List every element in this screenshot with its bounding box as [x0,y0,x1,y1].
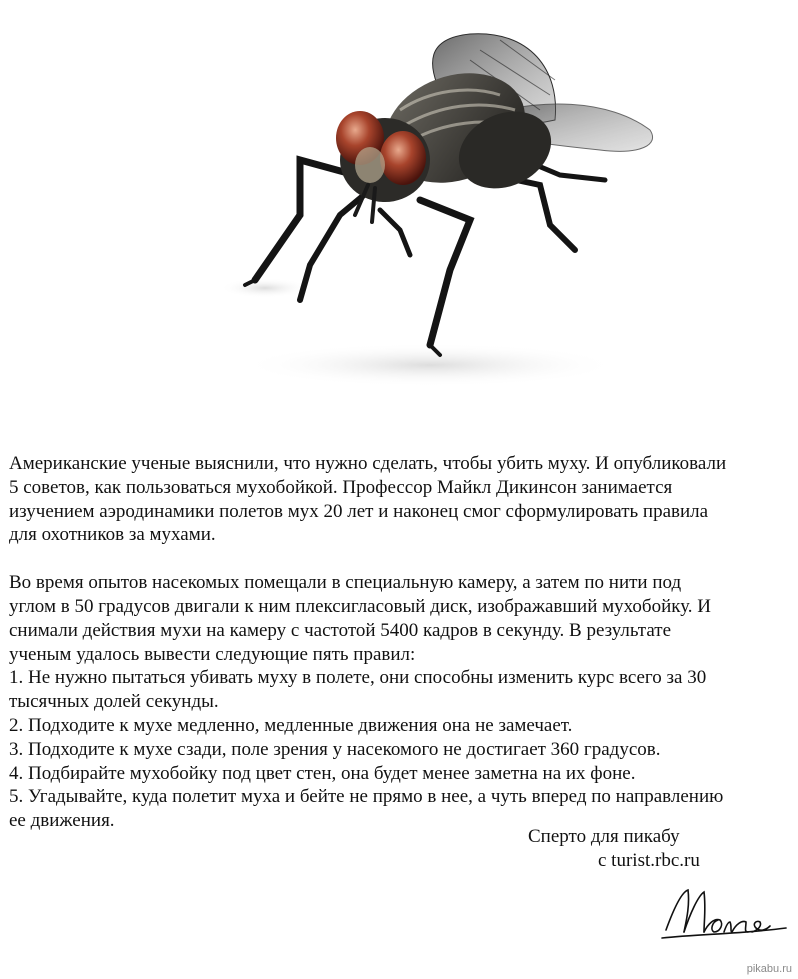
fly-photo [0,0,798,440]
signature-icon [660,878,790,948]
rule-line: 3. Подходите к мухе сзади, поле зрения у насекомого не достигает 360 градусов. [9,738,661,760]
paragraph-gap [9,547,797,571]
paragraph-2-line: снимали действия мухи на камеру с частотой 5400 кадров в секунду. В результате [9,619,672,641]
watermark: pikabu.ru [746,963,792,975]
rule-line: 2. Подходите к мухе медленно, медленные движения она не замечает. [9,714,573,736]
paragraph-2-line: Во время опытов насекомых помещали в специальную камеру, а затем по нити под [9,572,682,594]
fly-icon [0,0,798,440]
signature [660,878,790,948]
rule-line: 1. Не нужно пытаться убивать муху в полете, они способны изменить курс всего за 30 [9,667,707,689]
paragraph-1-line: Американские ученые выяснили, что нужно сделать, чтобы убить муху. И опубликовали [9,453,727,474]
paragraph-1-line: изучением аэродинамики полетов мух 20 лет и наконец смог сформулировать правила [9,500,709,522]
paragraph-2-line: углом в 50 градусов двигали к ним плексигласовый диск, изображавший мухобойку. И [9,595,712,617]
article-text [9,452,797,833]
paragraph-1-line: для охотников за мухами. [9,524,216,546]
rule-line: тысячных долей секунды. [9,691,219,713]
paragraph-1-line: 5 советов, как пользоваться мухобойкой. Профессор Майкл Дикинсон занимается [9,476,673,498]
rule-line: 4. Подбирайте мухобойку под цвет стен, она будет менее заметна на их фоне. [9,762,636,784]
credit-line: Сперто для пикабу [528,826,680,847]
rule-line: 5. Угадывайте, куда полетит муха и бейте не прямо в нее, а чуть вперед по направлению [9,786,724,808]
paragraph-2-line: ученым удалось вывести следующие пять правил: [9,643,416,665]
rule-line: ее движения. [9,810,115,832]
credit-source: с turist.rbc.ru [598,850,700,871]
